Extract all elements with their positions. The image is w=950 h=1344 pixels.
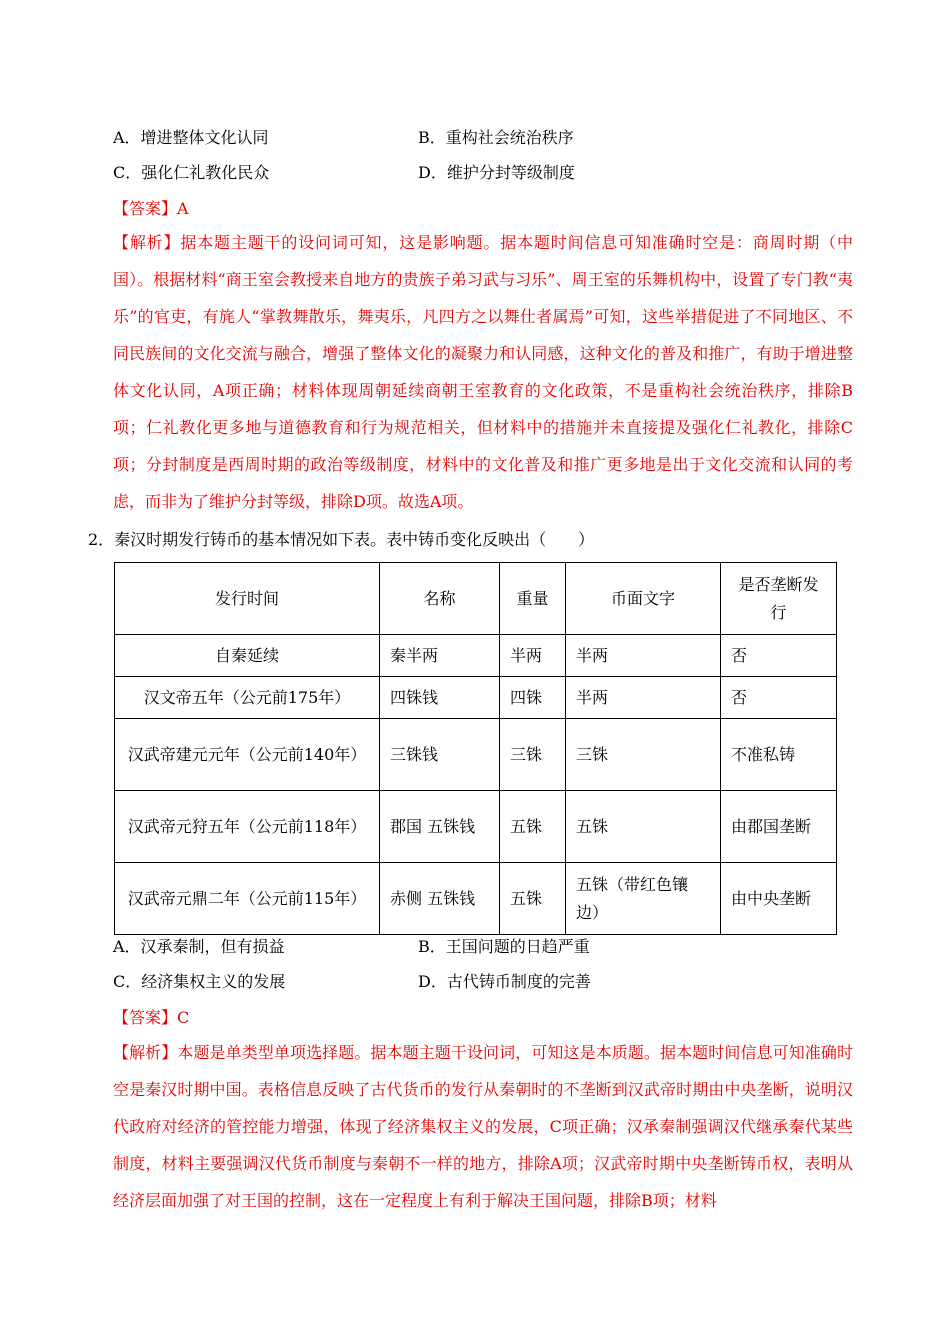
q1-option-c: C．强化仁礼教化民众 xyxy=(113,163,270,182)
q1-analysis-text: 据本题主题干的设问词可知，这是影响题。据本题时间信息可知准确时空是：商周时期（中国）。根据材料“商王室会教授来自地方的贵族子弟习武与习乐”、周王室的乐舞机构中，设置了专门教“夷乐”的官吏，有旄人“掌教舞散乐，舞夷乐，凡四方之以舞仕者属焉”可知，这些举措促进了不同地区、不同民族间的文化交流与融合，增强了整体文化的凝聚力和认同感，这种文化的普及和推广，有助于增进整体文化认同，A项正确；材料体现周朝延续商朝王室教育的文化政策，不是重构社会统治秩序，排除B项；仁礼教化更多地与道德教育和行为规范相关，但材料中的措施并未直接提及强化仁礼教化，排除C项；分封制度是西周时期的政治等级制度，材料中的文化普及和推广更多地是出于文化交流和认同的考虑，而非为了维护分封等级，排除D项。故选A项。 xyxy=(113,233,853,511)
table-row xyxy=(115,635,837,677)
q2-option-b: B．王国问题的日趋严重 xyxy=(418,937,590,956)
coin-table xyxy=(114,562,837,935)
table-cell: 三铢 xyxy=(500,719,566,791)
table-cell: 否 xyxy=(721,635,837,677)
table-cell: 汉武帝元狩五年（公元前118年） xyxy=(115,791,380,863)
q2-option-d: D．古代铸币制度的完善 xyxy=(418,972,591,991)
table-cell: 半两 xyxy=(566,635,721,677)
table-cell: 四铢钱 xyxy=(380,677,500,719)
table-cell: 五铢 xyxy=(566,791,721,863)
q2-option-c: C．经济集权主义的发展 xyxy=(113,972,286,991)
table-cell: 四铢 xyxy=(500,677,566,719)
table-cell: 半两 xyxy=(566,677,721,719)
header-cell: 名称 xyxy=(380,563,500,635)
header-cell: 重量 xyxy=(500,563,566,635)
q2-analysis xyxy=(113,1034,853,1219)
table-cell: 由中央垄断 xyxy=(721,863,837,935)
q1-analysis-label: 【解析】 xyxy=(113,233,181,252)
table-cell: 五铢（带红色镶边） xyxy=(566,863,721,935)
table-cell: 郡国 五铢钱 xyxy=(380,791,500,863)
table-cell: 汉文帝五年（公元前175年） xyxy=(115,677,380,719)
table-cell: 五铢 xyxy=(500,791,566,863)
table-cell: 汉武帝元鼎二年（公元前115年） xyxy=(115,863,380,935)
table-cell: 否 xyxy=(721,677,837,719)
q2-analysis-text: 本题是单类型单项选择题。据本题主题干设问词，可知这是本质题。据本题时间信息可知准确时空是秦汉时期中国。表格信息反映了古代货币的发行从秦朝时的不垄断到汉武帝时期由中央垄断，说明汉代政府对经济的管控能力增强，体现了经济集权主义的发展，C项正确；汉承秦制强调汉代继承秦代某些制度，材料主要强调汉代货币制度与秦朝不一样的地方，排除A项；汉武帝时期中央垄断铸币权，表明从经济层面加强了对王国的控制，这在一定程度上有利于解决王国问题，排除B项；材料 xyxy=(113,1043,853,1210)
table-cell: 三铢 xyxy=(566,719,721,791)
q1-analysis xyxy=(113,224,853,520)
table-row xyxy=(115,719,837,791)
q2-analysis-label: 【解析】 xyxy=(113,1043,178,1062)
header-cell: 是否垄断发行 xyxy=(721,563,837,635)
q2-stem: 2．秦汉时期发行铸币的基本情况如下表。表中铸币变化反映出（ ） xyxy=(88,530,595,549)
table-cell: 自秦延续 xyxy=(115,635,380,677)
table-cell: 由郡国垄断 xyxy=(721,791,837,863)
table-cell: 汉武帝建元元年（公元前140年） xyxy=(115,719,380,791)
q1-option-a: A．增进整体文化认同 xyxy=(113,128,269,147)
table-row xyxy=(115,677,837,719)
table-cell: 三铢钱 xyxy=(380,719,500,791)
table-cell: 五铢 xyxy=(500,863,566,935)
header-cell: 币面文字 xyxy=(566,563,721,635)
table-cell: 半两 xyxy=(500,635,566,677)
table-cell: 不准私铸 xyxy=(721,719,837,791)
q1-option-d: D．维护分封等级制度 xyxy=(418,163,575,182)
table-cell: 赤侧 五铢钱 xyxy=(380,863,500,935)
header-cell: 发行时间 xyxy=(115,563,380,635)
table-header-row xyxy=(115,563,837,635)
q2-option-a: A．汉承秦制，但有损益 xyxy=(113,937,285,956)
table-row xyxy=(115,791,837,863)
table-cell: 秦半两 xyxy=(380,635,500,677)
q2-answer: 【答案】C xyxy=(113,1008,190,1027)
q1-answer: 【答案】A xyxy=(113,199,189,218)
q1-option-b: B．重构社会统治秩序 xyxy=(418,128,574,147)
table-row xyxy=(115,863,837,935)
